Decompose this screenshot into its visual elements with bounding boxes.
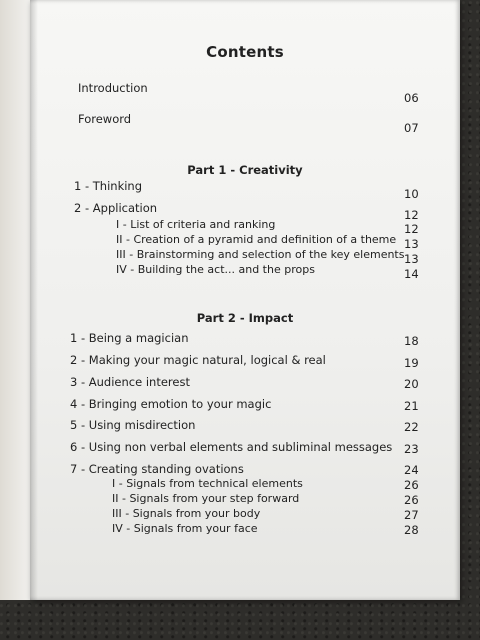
toc-page: 20 [404,377,419,391]
book-page [30,0,460,600]
toc-entry: 1 - Being a magician [70,331,189,345]
toc-subentry: II - Creation of a pyramid and definition of a theme [116,233,397,246]
toc-page: 19 [404,356,419,370]
toc-page: 10 [404,187,419,201]
toc-entry-foreword: Foreword [78,112,132,126]
toc-entry: 4 - Bringing emotion to your magic [70,397,272,411]
toc-entry: 6 - Using non verbal elements and subliminal messages [70,440,393,454]
toc-entry: 5 - Using misdirection [70,418,196,432]
toc-page: 12 [404,222,419,236]
toc-subentry: I - List of criteria and ranking [116,218,276,231]
toc-page: 23 [404,442,419,456]
toc-entry: 2 - Making your magic natural, logical & real [70,353,326,367]
toc-entry: 2 - Application [74,201,158,215]
toc-entry: 3 - Audience interest [70,375,190,389]
toc-entry-introduction: Introduction [78,81,148,95]
toc-page-foreword: 07 [404,121,419,135]
toc-page: 14 [404,267,419,281]
toc-page: 26 [404,493,419,507]
toc-entry: 1 - Thinking [74,179,143,193]
toc-page: 18 [404,334,419,348]
toc-subentry: III - Brainstorming and selection of the key elements [116,248,405,261]
part1-heading: Part 1 - Creativity [187,163,303,177]
toc-page: 24 [404,463,419,477]
toc-subentry: II - Signals from your step forward [112,492,300,505]
toc-page: 21 [404,399,419,413]
toc-page: 26 [404,478,419,492]
left-page-edge [0,0,30,600]
toc-page: 28 [404,523,419,537]
toc-subentry: IV - Building the act... and the props [116,263,315,276]
toc-page: 13 [404,252,419,266]
page-title: Contents [206,43,284,61]
toc-page: 13 [404,237,419,251]
toc-subentry: IV - Signals from your face [112,522,258,535]
toc-subentry: I - Signals from technical elements [112,477,303,490]
toc-page: 27 [404,508,419,522]
toc-entry: 7 - Creating standing ovations [70,462,244,476]
toc-page: 22 [404,420,419,434]
toc-page: 12 [404,208,419,222]
toc-page-introduction: 06 [404,91,419,105]
toc-subentry: III - Signals from your body [112,507,261,520]
part2-heading: Part 2 - Impact [196,311,294,325]
